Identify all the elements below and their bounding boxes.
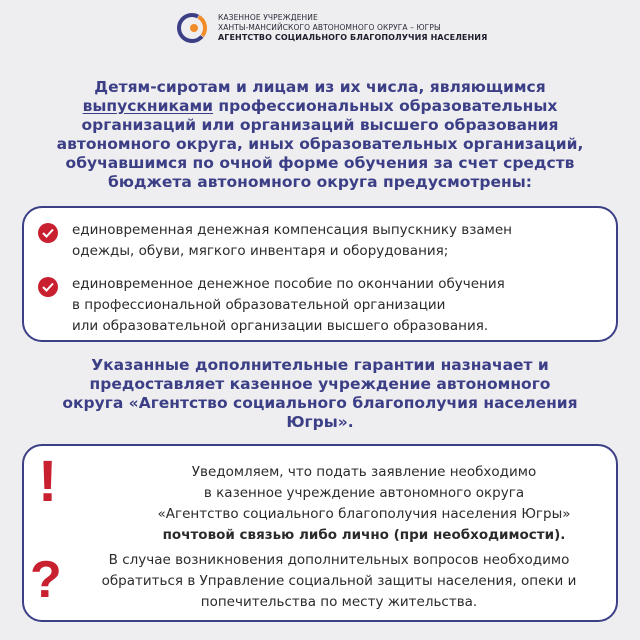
question-icon: ? (30, 551, 62, 609)
benefit-item (38, 220, 592, 262)
check-icon (38, 277, 58, 297)
intro-underlined: выпускниками (82, 97, 214, 115)
notice-bold: почтовой связью либо лично (при необходимости). (162, 527, 566, 543)
notice-card (22, 444, 618, 622)
agency-logo-icon (174, 10, 210, 46)
benefits-card (22, 206, 618, 342)
check-icon (38, 223, 58, 243)
intro-part-2: профессиональных образовательных организаций или организаций высшего образования автономного округа, иных образовательных организаций, обучавшимся по очной форме обучения за счет средств бюджета автономного округа предусмотрены: (56, 97, 584, 191)
org-line-2: ХАНТЫ-МАНСИЙСКОГО АВТОНОМНОГО ОКРУГА – ЮГРЫ (218, 23, 441, 32)
header (174, 8, 487, 48)
exclamation-icon: ! (38, 449, 58, 514)
org-line-3: АГЕНТСТВО СОЦИАЛЬНОГО БЛАГОПОЛУЧИЯ НАСЕЛЕНИЯ (218, 33, 488, 42)
notice-line-1: Уведомляем, что подать заявление необходимо (191, 464, 537, 480)
benefit-text: единовременное денежное пособие по окончании обучения в профессиональной образовательной организации или образовательной организации высшего образования. (72, 276, 505, 334)
notice-line-2: в казенное учреждение автономного округа (203, 485, 525, 501)
benefit-text: единовременная денежная компенсация выпускнику взамен одежды, обуви, мягкого инвентаря и оборудования; (72, 222, 512, 259)
question-text: В случае возникновения дополнительных вопросов необходимо обратиться в Управление социальной защиты населения, опеки и попечительства по месту жительства. (101, 552, 577, 610)
guarantee-heading: Указанные дополнительные гарантии назначает и предоставляет казенное учреждение автономного округа «Агентство социального благополучия населения Югры». (62, 356, 578, 431)
notice-text (114, 462, 614, 546)
intro-part-1: Детям-сиротам и лицам из их числа, являющимся (94, 78, 546, 96)
org-line-1: КАЗЕННОЕ УЧРЕЖДЕНИЕ (218, 13, 318, 22)
notice-line-3: «Агентство социального благополучия населения Югры» (157, 506, 571, 522)
org-name (218, 13, 487, 43)
intro-heading (40, 78, 600, 192)
benefit-item (38, 274, 592, 337)
